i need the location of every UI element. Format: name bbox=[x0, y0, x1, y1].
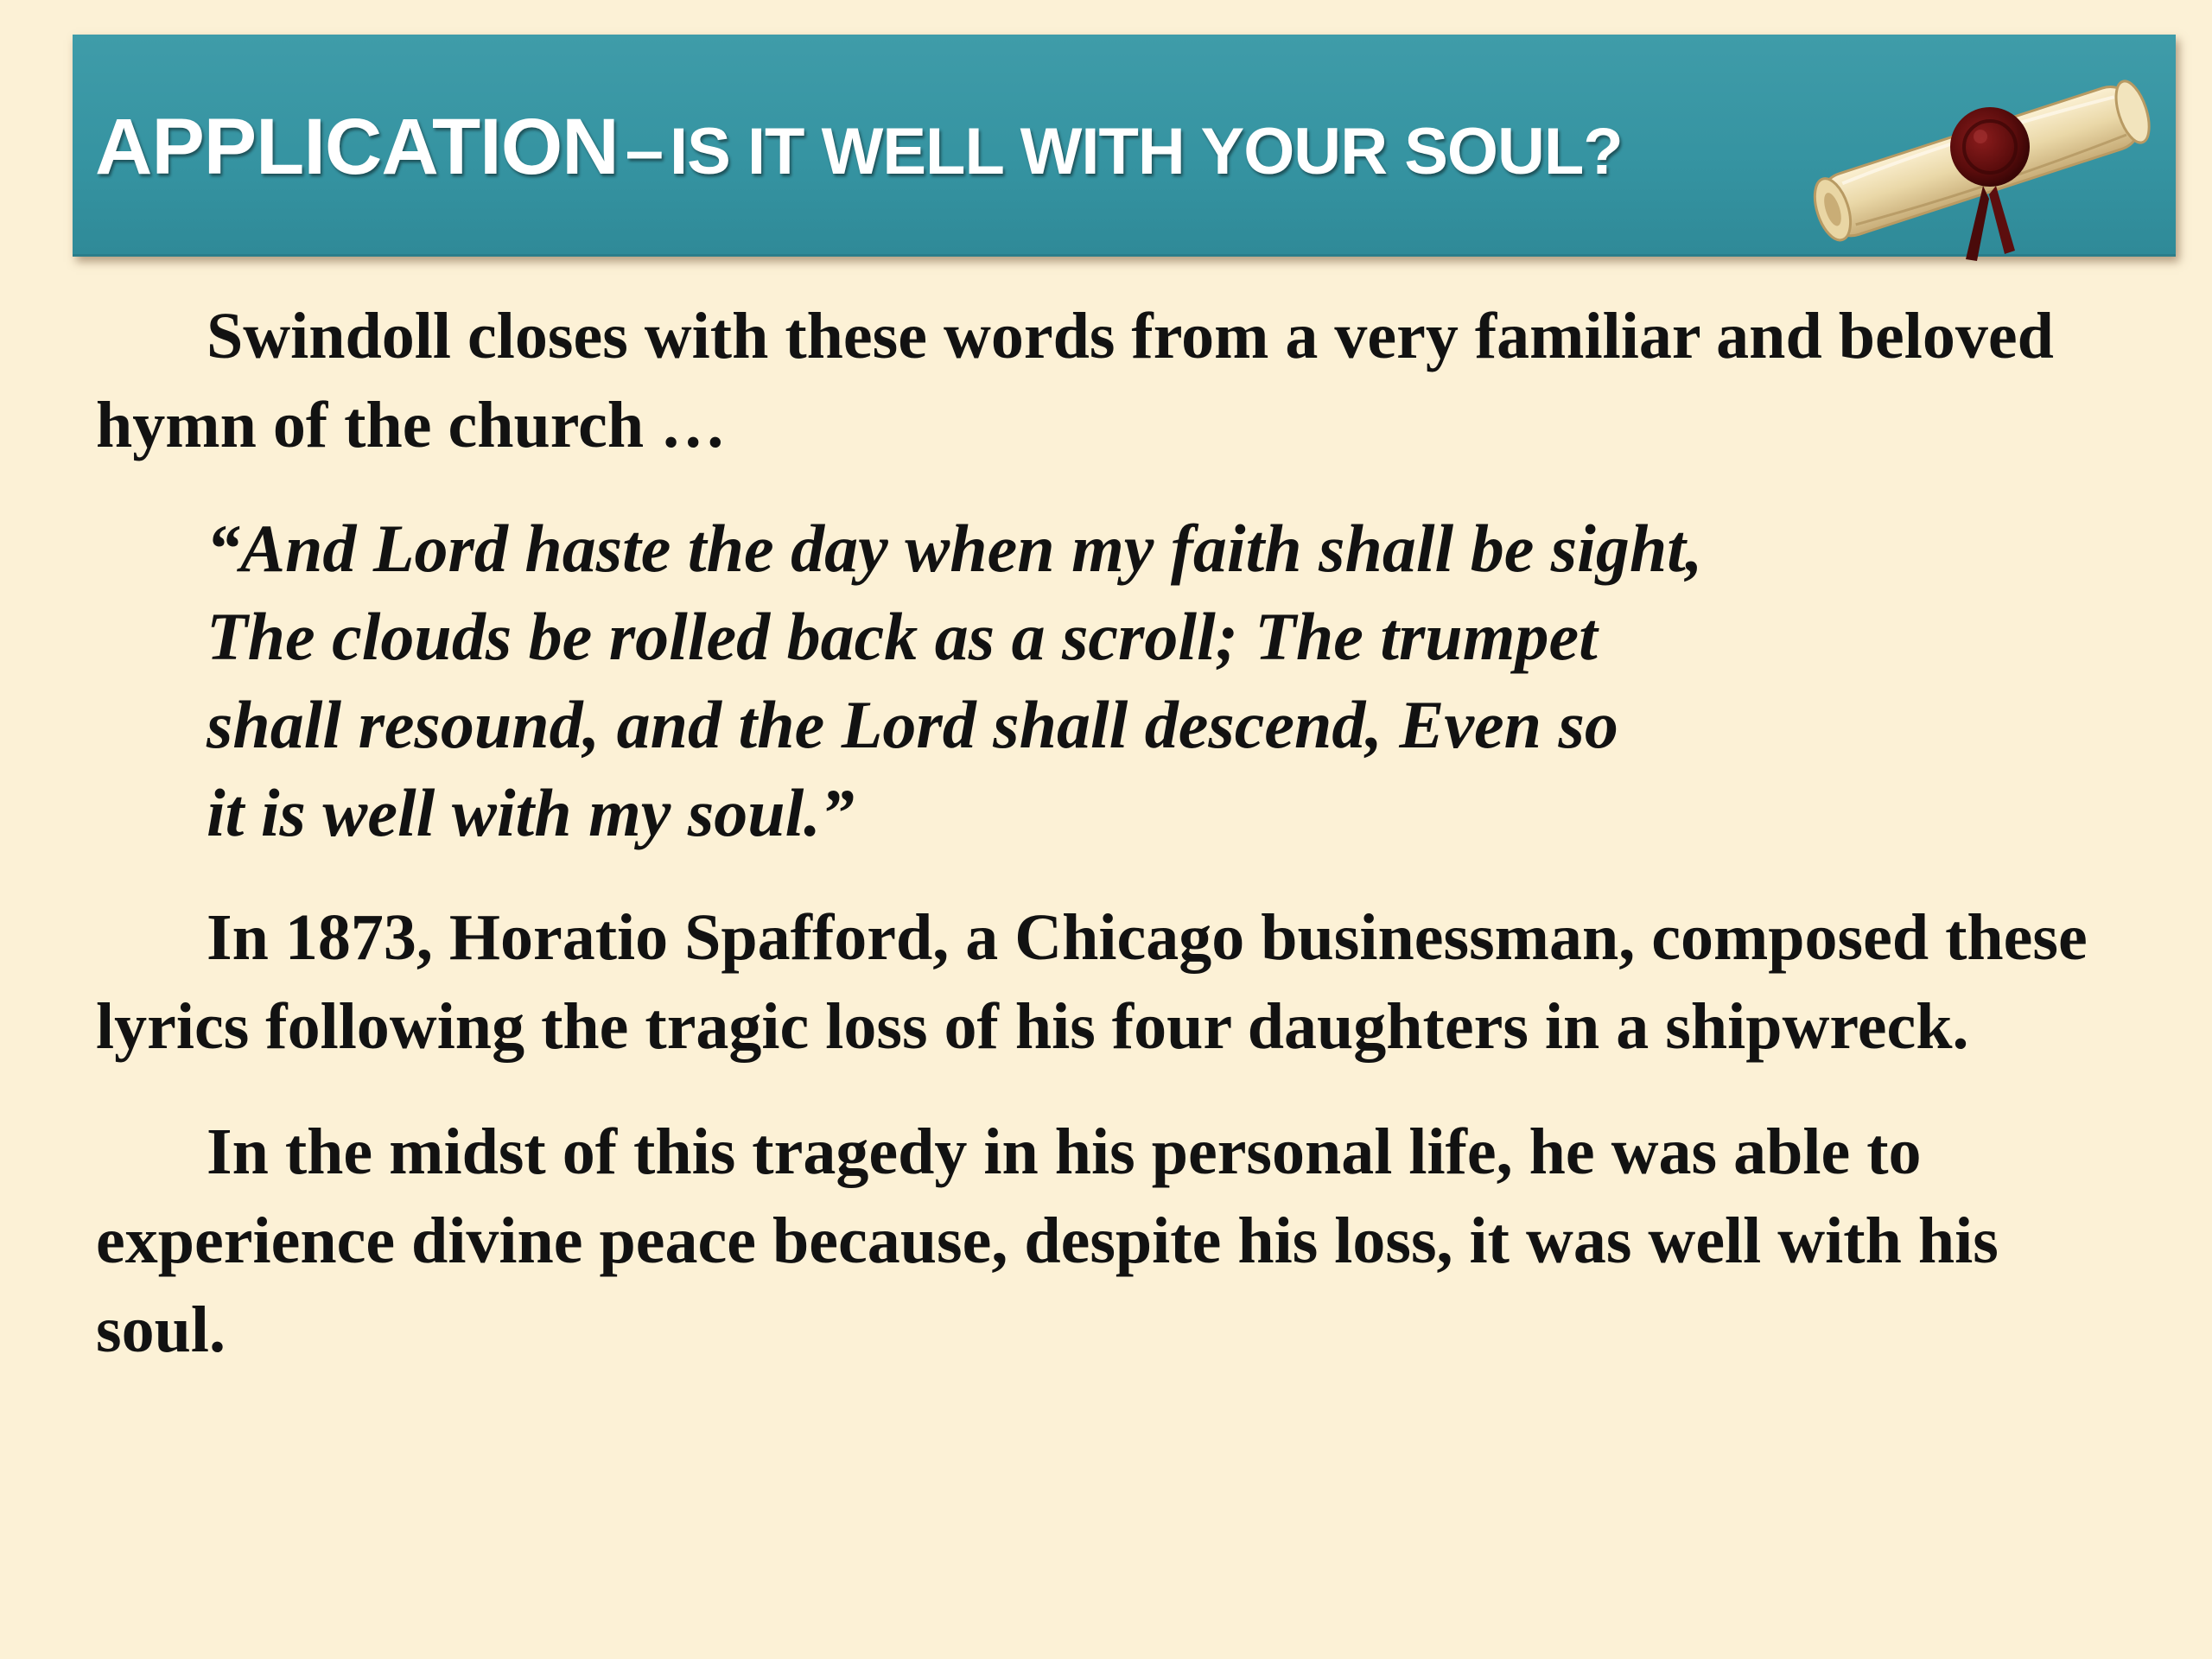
quote-line: shall resound, and the Lord shall descend, Even so bbox=[207, 687, 1618, 762]
history-paragraph bbox=[96, 893, 2109, 1071]
peace-text: In the midst of this tragedy in his personal life, he was able to experience divine peace because, despite his loss, it was well with his soul. bbox=[96, 1116, 1999, 1366]
title-separator: – bbox=[625, 111, 664, 188]
quote-line: “And Lord haste the day when my faith shall be sight, bbox=[207, 511, 1703, 586]
history-text: In 1873, Horatio Spafford, a Chicago businessman, composed these lyrics following the tragic loss of his four daughters in a shipwreck. bbox=[96, 901, 2088, 1063]
slide-title bbox=[95, 102, 1623, 193]
quote-line: it is well with my soul.” bbox=[207, 775, 855, 850]
hymn-quote bbox=[207, 505, 1978, 857]
quote-line: The clouds be rolled back as a scroll; The trumpet bbox=[207, 599, 1598, 674]
scroll-with-wax-seal-icon bbox=[1789, 35, 2169, 276]
intro-paragraph bbox=[96, 292, 2109, 470]
intro-text: Swindoll closes with these words from a very familiar and beloved hymn of the church … bbox=[96, 300, 2054, 461]
peace-paragraph bbox=[96, 1108, 2109, 1375]
title-subtitle: IS IT WELL WITH YOUR SOUL? bbox=[670, 115, 1623, 188]
slide-body bbox=[96, 292, 2109, 1375]
title-main: APPLICATION bbox=[95, 103, 619, 191]
